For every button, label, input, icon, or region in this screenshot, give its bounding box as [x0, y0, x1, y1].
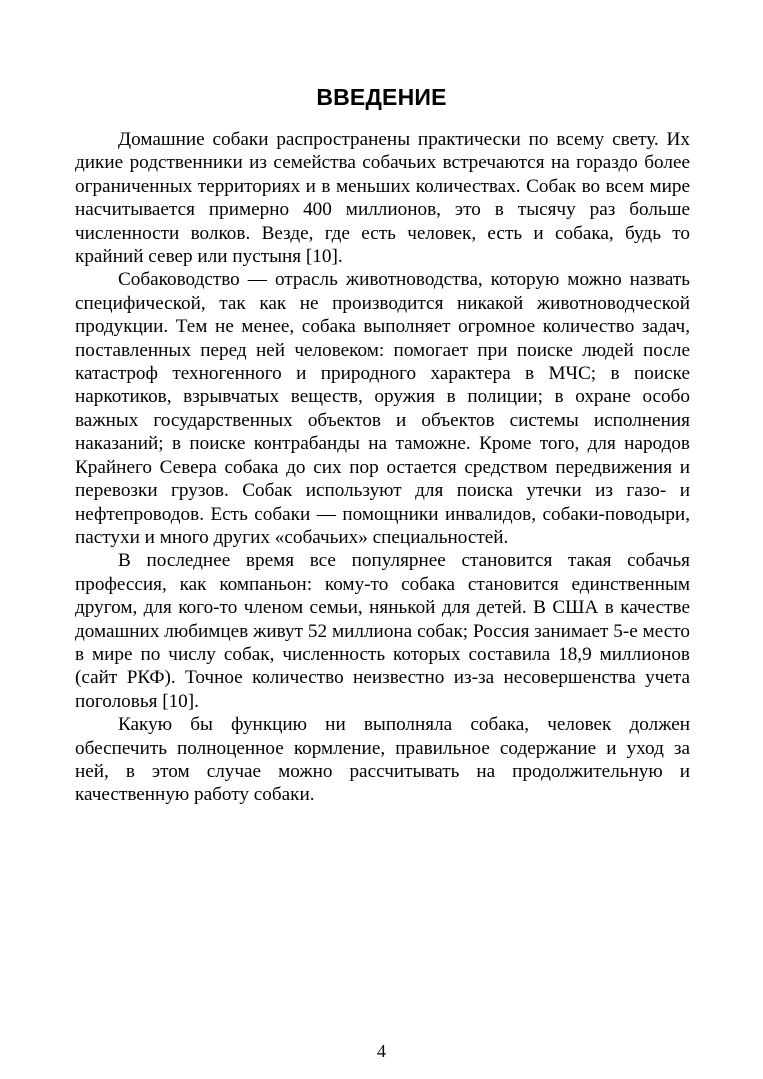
paragraph-2: Собаководство — отрасль животноводства, которую можно назвать специфической, так как не производится никакой животноводческой продукции. Тем не менее, собака выполняет огромное количество задач, поставленных перед ней человеком: помогает при поиске людей после катастроф техногенного и природного характера в МЧС; в поиске наркотиков, взрывчатых веществ, оружия в полиции; в охране особо важных государственных объектов и объектов системы исполнения наказаний; в поиске контрабанды на таможне. Кроме того, для народов Крайнего Севера собака до сих пор остается средством передвижения и перевозки грузов. Собак используют для поиска утечки из газо- и нефтепроводов. Есть собаки — помощники инвалидов, собаки-поводыри, пастухи и много других «собачьих» специальностей.	[75, 269, 690, 548]
paragraph-1: Домашние собаки распространены практически по всему свету. Их дикие родственники из семейства собачьих встречаются на гораздо более ограниченных территориях и в меньших количествах. Собак во всем мире насчитывается примерно 400 миллионов, это в тысячу раз больше численности волков. Везде, где есть человек, есть и собака, будь то крайний север или пустыня [10].	[75, 129, 690, 268]
page-number: 4	[377, 1041, 386, 1061]
paragraph-4: Какую бы функцию ни выполняла собака, человек должен обеспечить полноценное кормление, правильное содержание и уход за ней, в этом случае можно рассчитывать на продолжительную и качественную работу собаки.	[75, 714, 690, 806]
body-text	[75, 128, 690, 807]
page-title: ВВЕДЕНИЕ	[316, 84, 447, 110]
paragraph-3: В последнее время все популярнее становится такая собачья профессия, как компаньон: кому-то собака становится единственным другом, для кого-то членом семьи, нянькой для детей. В США в качестве домашних любимцев живут 52 миллиона собак; Россия занимает 5-е место в мире по числу собак, численность которых составила 18,9 миллионов (сайт РКФ). Точное количество неизвестно из-за несовершенства учета поголовья [10].	[75, 550, 690, 712]
